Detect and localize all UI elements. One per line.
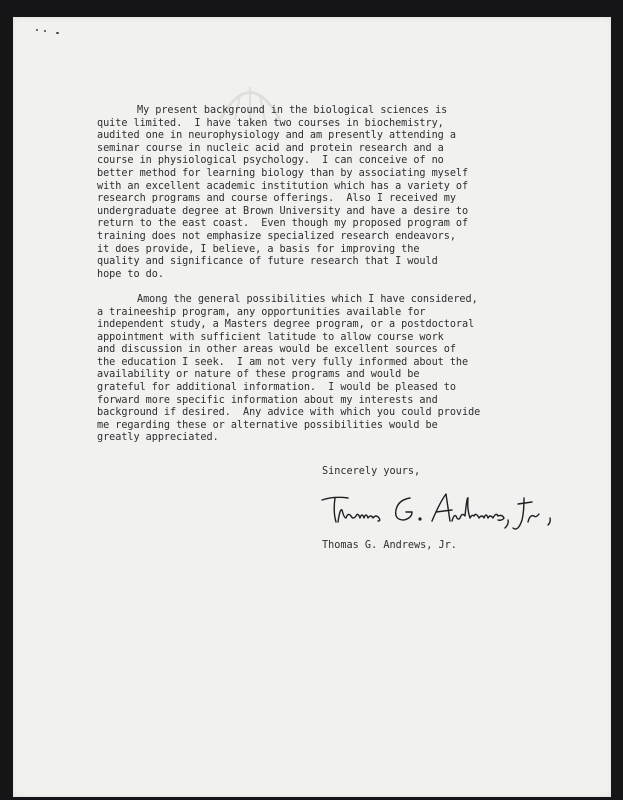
text-line: a traineeship program, any opportunities available for	[97, 306, 426, 318]
text-line: availability or nature of these programs and would be	[97, 369, 420, 381]
paragraph-possibilities	[97, 294, 507, 445]
text-line: appointment with sufficient latitude to allow course work	[97, 331, 444, 343]
handwritten-signature	[318, 488, 558, 536]
text-line: undergraduate degree at Brown University and have a desire to	[97, 205, 469, 217]
text-line: independent study, a Masters degree program, or a postdoctoral	[97, 319, 475, 331]
text-line: training does not emphasize specialized research endeavors,	[97, 230, 456, 242]
text-line: and discussion in other areas would be excellent sources of	[97, 344, 456, 356]
text-line: Among the general possibilities which I have considered,	[137, 293, 478, 305]
paragraph-background	[97, 105, 507, 281]
text-line: return to the east coast. Even though my proposed program of	[97, 218, 469, 230]
text-line: the education I seek. I am not very fully informed about the	[97, 356, 469, 368]
text-line: forward more specific information about my interests and	[97, 394, 438, 406]
text-line: me regarding these or alternative possibilities would be	[97, 419, 438, 431]
text-line: course in physiological psychology. I can conceive of no	[97, 155, 444, 167]
text-line: with an excellent academic institution which has a variety of	[97, 180, 469, 192]
text-line: background if desired. Any advice with which you could provide	[97, 407, 481, 419]
text-line: audited one in neurophysiology and am presently attending a	[97, 130, 456, 142]
text-line: quite limited. I have taken two courses in biochemistry,	[97, 117, 444, 129]
text-line: quality and significance of future research that I would	[97, 256, 438, 268]
typed-signer-name: Thomas G. Andrews, Jr.	[322, 540, 457, 551]
ink-speck	[44, 30, 46, 32]
text-line: grateful for additional information. I would be pleased to	[97, 382, 456, 394]
ink-speck	[36, 29, 38, 31]
closing: Sincerely yours,	[322, 466, 421, 477]
text-line: My present background in the biological sciences is	[137, 105, 448, 116]
letter-body	[97, 105, 507, 445]
ink-speck	[56, 32, 59, 34]
text-line: it does provide, I believe, a basis for improving the	[97, 243, 420, 255]
text-line: research programs and course offerings. Also I received my	[97, 193, 456, 205]
text-line: seminar course in nucleic acid and protein research and a	[97, 142, 444, 154]
text-line: hope to do.	[97, 268, 164, 280]
text-line: better method for learning biology than by associating myself	[97, 167, 469, 179]
text-line: greatly appreciated.	[97, 432, 219, 444]
